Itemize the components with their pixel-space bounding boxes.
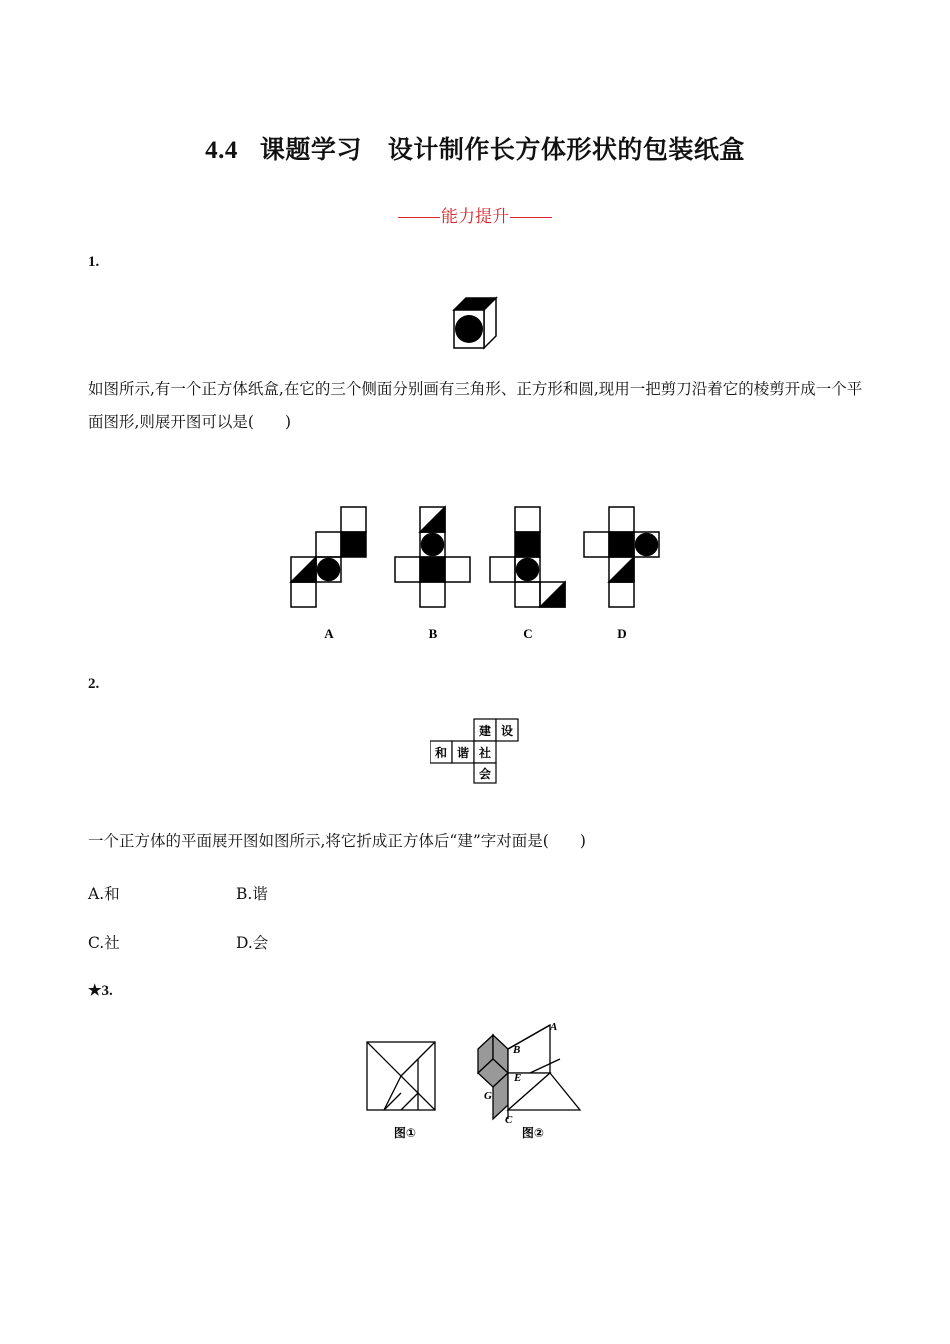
lesson-number: 4.4 <box>205 137 238 164</box>
lesson-topic: 课题学习 <box>259 135 362 164</box>
option-c-label: C <box>523 626 533 641</box>
question-2-number: 2. <box>88 676 100 692</box>
q1-cube-figure <box>450 294 500 350</box>
option-d-net <box>584 507 659 607</box>
q2-net-figure <box>430 717 522 785</box>
section-label: 能力提升 <box>441 207 509 227</box>
tangram-bird <box>478 1025 580 1119</box>
q2-option-a: A.和 <box>88 885 120 903</box>
net-char-hui: 会 <box>478 767 492 781</box>
section-header <box>0 202 950 227</box>
q1-options-figure <box>285 505 670 645</box>
q2-option-d: D.会 <box>236 934 269 952</box>
point-label-e: E <box>514 1072 522 1084</box>
option-d-label: D <box>617 626 627 641</box>
point-label-b: B <box>513 1044 521 1056</box>
point-label-g: G <box>484 1090 492 1102</box>
lesson-title: 设计制作长方体形状的包装纸盒 <box>387 135 745 164</box>
question-1-number: 1. <box>88 254 100 270</box>
net-char-jian: 建 <box>478 724 492 738</box>
net-char-he: 和 <box>434 746 448 760</box>
figure-1-caption: 图① <box>393 1126 417 1140</box>
figure-2-caption: 图② <box>521 1126 545 1140</box>
net-char-xie: 谐 <box>456 746 470 760</box>
q2-option-c: C.社 <box>88 934 120 952</box>
net-char-she: 设 <box>500 724 514 738</box>
point-label-a: A <box>550 1021 558 1033</box>
page-title <box>0 130 950 166</box>
option-a-label: A <box>324 626 334 641</box>
section-rule-left <box>398 217 440 218</box>
tangram-square <box>367 1042 435 1110</box>
option-c-net <box>490 507 565 607</box>
q3-tangram-figure <box>360 1015 590 1145</box>
point-label-c: C <box>505 1114 513 1126</box>
option-a-net <box>291 507 366 607</box>
option-b-label: B <box>428 626 438 641</box>
question-3-number: ★3. <box>88 983 113 999</box>
q2-option-b: B.谐 <box>236 885 268 903</box>
option-b-net <box>395 507 470 607</box>
question-2-text: 一个正方体的平面展开图如图所示,将它折成正方体后“建”字对面是( ) <box>88 832 586 850</box>
question-1-text: 如图所示,有一个正方体纸盒,在它的三个侧面分别画有三角形、正方形和圆,现用一把剪刀沿着它的棱剪开成一个平面图形,则展开图可以是( ) <box>88 380 863 431</box>
section-rule-right <box>510 217 552 218</box>
net-char-she2: 社 <box>478 746 492 760</box>
